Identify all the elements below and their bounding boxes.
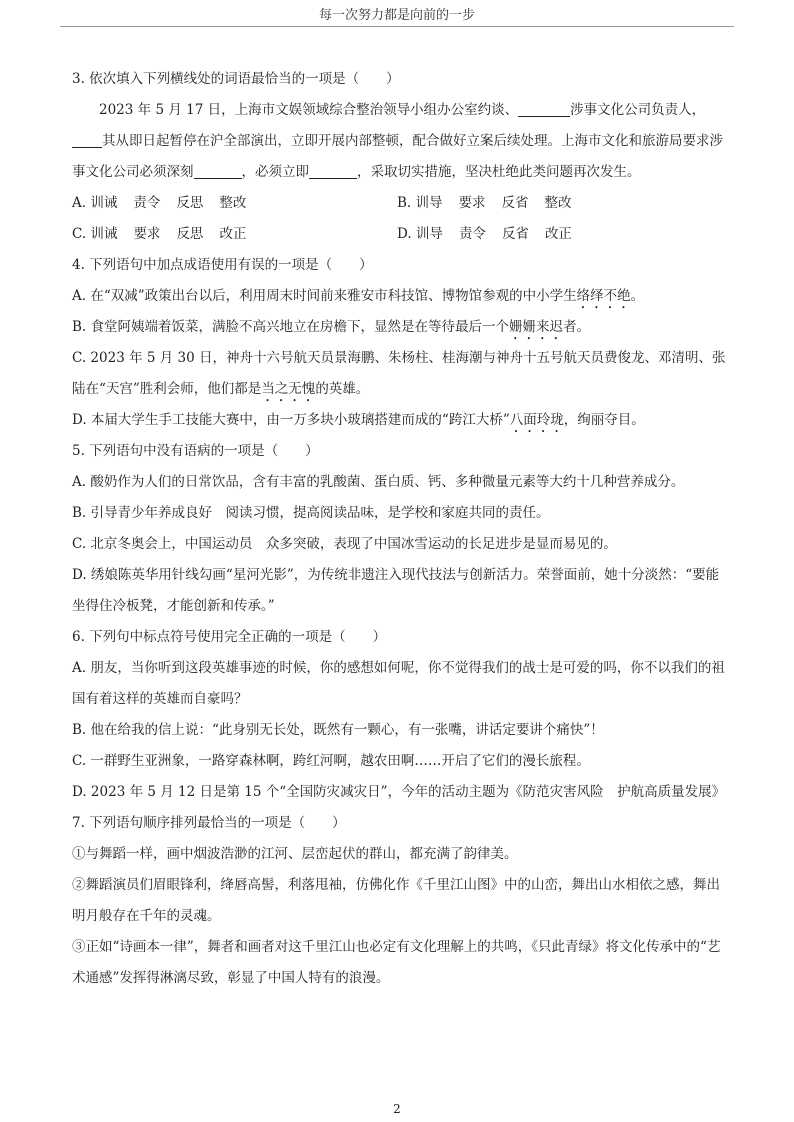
dotted-idiom: 姗姗来迟 xyxy=(509,319,564,335)
q3-passage xyxy=(72,95,732,188)
q3-passage-text: 其从即日起暂停在沪全部演出，立即开展内部整顿，配合做好立案后续处理。上海市文化和旅游局要求涉事文化公司必须深刻 xyxy=(72,133,723,180)
q4-option-a: A. 在“双减”政策出台以后，利用周末时间前来雅安市科技馆、博物馆参观的中小学生络绎不绝。 xyxy=(72,288,645,304)
q6-option-c: C. 一群野生亚洲象，一路穿森林啊，跨红河啊，越农田啊……开启了它们的漫长旅程。 xyxy=(72,753,590,769)
dotted-idiom: 当之无愧 xyxy=(261,381,316,397)
q3-passage-text: ，采取切实措施，坚决杜绝此类问题再次发生。 xyxy=(357,164,641,180)
q3-option-d: D. 训导 责令 反省 改正 xyxy=(397,226,572,242)
dotted-idiom: 络绎不绝 xyxy=(576,288,631,304)
q4-stem: 4. 下列语句中加点成语使用有误的一项是（ ） xyxy=(72,257,373,273)
q3-option-c: C. 训诫 要求 反思 改正 xyxy=(72,226,247,242)
fill-blank-1 xyxy=(518,100,570,117)
q6-option-d: D. 2023 年 5 月 12 日是第 15 个“全国防灾减灾日”，今年的活动主题为《防范灾害风险 护航高质量发展》 xyxy=(72,784,726,800)
q3-option-b: B. 训导 要求 反省 整改 xyxy=(397,195,572,211)
q3-stem: 3. 依次填入下列横线处的词语最恰当的一项是（ ） xyxy=(72,71,400,87)
q5-option-c: C. 北京冬奥会上，中国运动员 众多突破，表现了中国冰雪运动的长足进步是显而易见的。 xyxy=(72,536,617,552)
q7-sentence-3: ③正如“诗画本一律”，舞者和画者对这千里江山也必定有文化理解上的共鸣，《只此青绿》将文化传承中的“艺术通感”发挥得淋漓尽致，彰显了中国人特有的浪漫。 xyxy=(72,939,721,986)
q4-option-b: B. 食堂阿姨端着饭菜，满脸不高兴地立在房檐下，显然是在等待最后一个姗姗来迟者。 xyxy=(72,319,591,335)
q3-options-row xyxy=(72,219,732,250)
q7-stem: 7. 下列语句顺序排列最恰当的一项是（ ） xyxy=(72,815,346,831)
q6-option-b: B. 他在给我的信上说：“此身别无长处，既然有一颗心，有一张嘴，讲话定要讲个痛快”！ xyxy=(72,722,604,738)
q4-option-d: D. 本届大学生手工技能大赛中，由一万多块小玻璃搭建而成的“跨江大桥”八面玲珑，绚丽夺目。 xyxy=(72,412,645,428)
q7-sentence-1: ①与舞蹈一样，画中烟波浩渺的江河、层峦起伏的群山，都充满了韵律美。 xyxy=(72,846,518,862)
q7-sentence-2: ②舞蹈演员们眉眼锋利，绛唇高髻，利落甩袖，仿佛化作《千里江山图》中的山峦，舞出山水相依之感，舞出明月般存在千年的灵魂。 xyxy=(72,877,720,924)
q3-option-a: A. 训诫 责令 反思 整改 xyxy=(72,195,247,211)
document-body xyxy=(72,64,732,994)
q3-options-row xyxy=(72,188,732,219)
q6-option-a: A. 朋友，当你听到这段英雄事迹的时候，你的感想如何呢，你不觉得我们的战士是可爱的吗，你不以我们的祖国有着这样的英雄而自豪吗？ xyxy=(72,660,725,707)
q3-passage-text: ，必须立即 xyxy=(241,164,309,180)
fill-blank-4 xyxy=(309,162,357,179)
q5-stem: 5. 下列语句中没有语病的一项是（ ） xyxy=(72,443,319,459)
fill-blank-2 xyxy=(72,131,102,148)
q5-option-b: B. 引导青少年养成良好 阅读习惯，提高阅读品味，是学校和家庭共同的责任。 xyxy=(72,505,550,521)
q6-stem: 6. 下列句中标点符号使用完全正确的一项是（ ） xyxy=(72,629,387,645)
q5-option-a: A. 酸奶作为人们的日常饮品，含有丰富的乳酸菌、蛋白质、钙、多种微量元素等大约十几种营养成分。 xyxy=(72,474,685,490)
dotted-idiom: 八面玲珑 xyxy=(509,412,564,428)
page-header: 每一次努力都是向前的一步 xyxy=(318,8,475,23)
q4-option-c: C. 2023 年 5 月 30 日，神舟十六号航天员景海鹏、朱杨柱、桂海潮与神舟十五号航天员费俊龙、邓清明、张陆在“天宫”胜利会师，他们都是当之无愧的英雄。 xyxy=(72,350,726,397)
fill-blank-3 xyxy=(194,162,242,179)
q3-passage-text: 2023 年 5 月 17 日，上海市文娱领域综合整治领导小组办公室约谈、 xyxy=(99,102,519,118)
page-number: 2 xyxy=(393,1102,401,1116)
q3-passage-text: 涉事文化公司负责人， xyxy=(570,102,706,118)
q5-option-d: D. 绣娘陈英华用针线勾画“星河光影”，为传统非遗注入现代技法与创新活力。荣誉面前，她十分淡然：“要能坐得住冷板凳，才能创新和传承。” xyxy=(72,567,720,614)
header-divider xyxy=(60,26,734,27)
